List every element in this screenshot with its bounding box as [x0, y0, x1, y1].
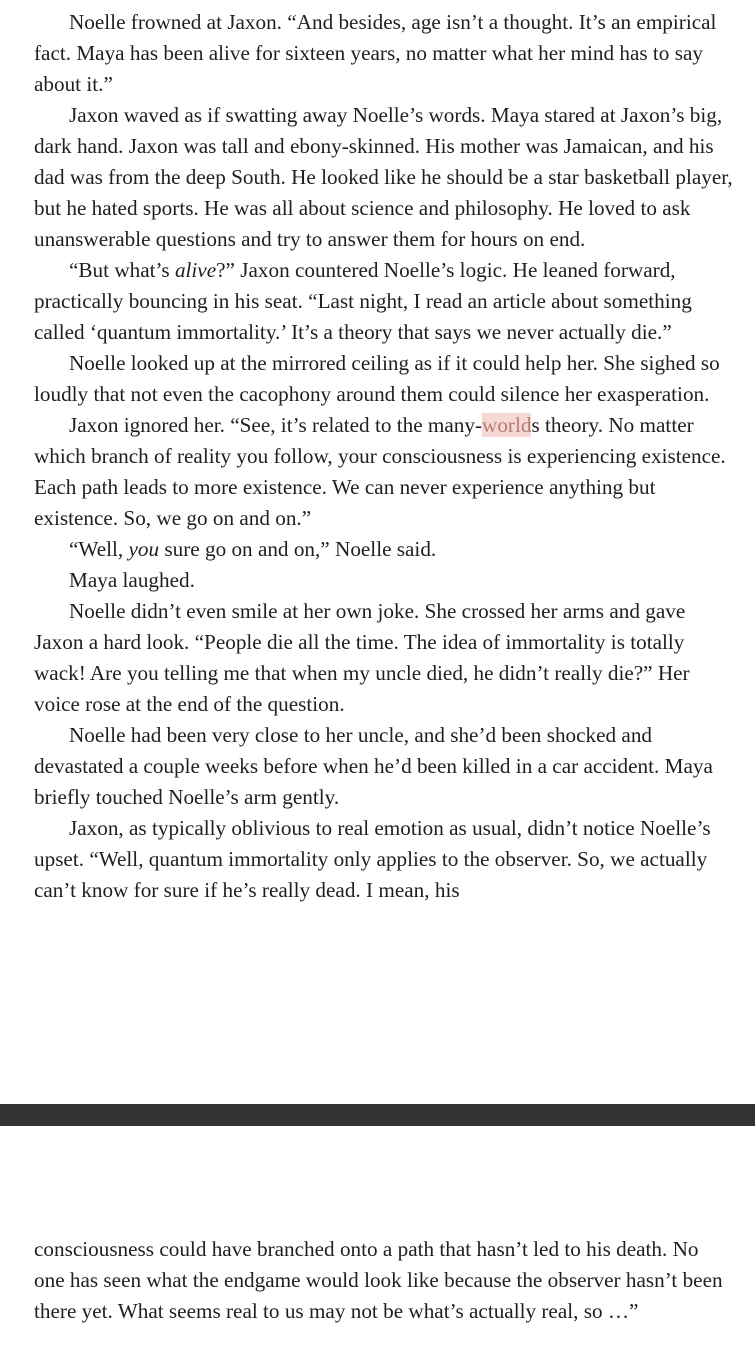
paragraph — [34, 348, 734, 410]
text-run: Jaxon ignored her. “See, it’s related to the many- — [69, 413, 483, 437]
paragraph — [34, 410, 734, 534]
page-text-bottom — [34, 1234, 734, 1327]
paragraph — [34, 596, 734, 720]
text-run: Maya laughed. — [69, 568, 195, 592]
italic-text: you — [128, 537, 160, 561]
highlighted-text: world — [482, 413, 532, 437]
paragraph — [34, 7, 734, 100]
text-run: consciousness could have branched onto a path that hasn’t led to his death. No one has seen what the endgame would look like because the observer hasn’t been there yet. What seems real to us may not be what’s actually real, so …” — [34, 1237, 723, 1323]
text-run: Jaxon waved as if swatting away Noelle’s words. Maya stared at Jaxon’s big, dark hand. Jaxon was tall and ebony-skinned. His mother was Jamaican, and his dad was from the deep South. He looked like he should be a star basketball player, but he hated sports. He was all about science and philosophy. He loved to ask unanswerable questions and try to answer them for hours on end. — [34, 103, 733, 251]
text-run: “Well, — [69, 537, 129, 561]
paragraph — [34, 1234, 734, 1327]
text-run: ?” Jaxon countered Noelle’s logic. He leaned forward, practically bouncing in his seat. “Last night, I read an article about something called ‘quantum immortality.’ It’s a theory that says we never actually die.” — [34, 258, 692, 344]
text-run: Noelle didn’t even smile at her own joke. She crossed her arms and gave Jaxon a hard look. “People die all the time. The idea of immortality is totally wack! Are you telling me that when my uncle died, he didn’t really die?” Her voice rose at the end of the question. — [34, 599, 690, 716]
page-separator — [0, 1104, 755, 1126]
italic-text: alive — [174, 258, 217, 282]
text-run: Noelle frowned at Jaxon. “And besides, age isn’t a thought. It’s an empirical fact. Maya has been alive for sixteen years, no matter what her mind has to say about it.” — [34, 10, 717, 96]
text-run: “But what’s — [69, 258, 175, 282]
paragraph — [34, 720, 734, 813]
text-run: Noelle looked up at the mirrored ceiling as if it could help her. She sighed so loudly that not even the cacophony around them could silence her exasperation. — [34, 351, 720, 406]
paragraph — [34, 534, 734, 565]
paragraph — [34, 813, 734, 906]
text-run: sure go on and on,” Noelle said. — [159, 537, 437, 561]
text-run: Noelle had been very close to her uncle, and she’d been shocked and devastated a couple weeks before when he’d been killed in a car accident. Maya briefly touched Noelle’s arm gently. — [34, 723, 713, 809]
page-text-top — [34, 7, 734, 906]
paragraph — [34, 565, 734, 596]
paragraph — [34, 100, 734, 255]
text-run: s theory. No matter which branch of reality you follow, your consciousness is experiencing existence. Each path leads to more existence. We can never experience anything but existence. So, we go on and on.” — [34, 413, 726, 530]
paragraph — [34, 255, 734, 348]
text-run: Jaxon, as typically oblivious to real emotion as usual, didn’t notice Noelle’s upset. “Well, quantum immortality only applies to the observer. So, we actually can’t know for sure if he’s really dead. I mean, his — [34, 816, 711, 902]
